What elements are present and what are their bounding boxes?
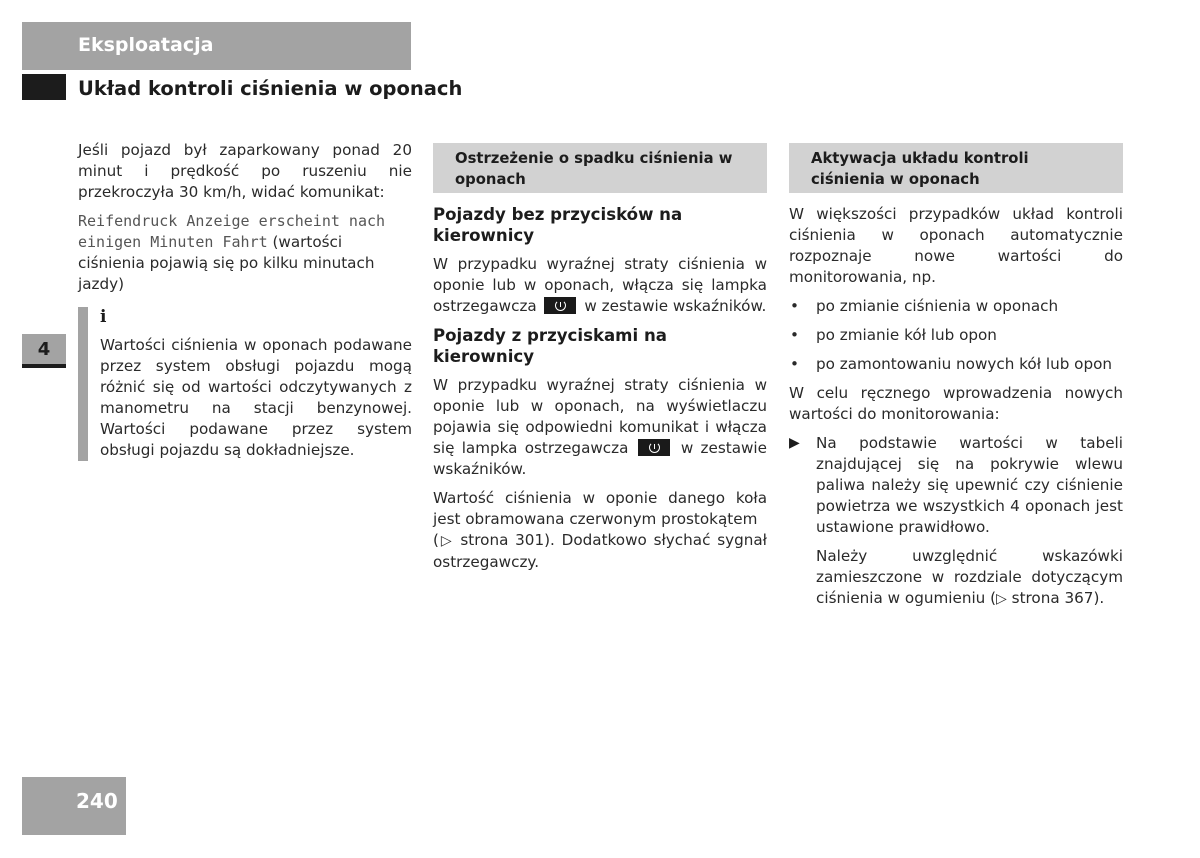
activation-heading: Aktywacja układu kontroli ciśnienia w oponach [789,143,1123,193]
instruction-step [789,433,1123,538]
no-buttons-paragraph [433,254,767,317]
section-title: Eksploatacja [78,34,214,56]
info-note [78,307,412,461]
page-reference-icon: ▷ [438,533,454,549]
title-marker [22,74,66,100]
warning-heading: Ostrzeżenie o spadku ciśnienia w oponach [433,143,767,193]
red-frame-text: Wartość ciśnienia w oponie danego koła jest obramowana czerwonym prostokątem [433,489,767,528]
note-bar [78,307,88,461]
with-buttons-text: W przypadku wyraźnej straty ciśnienia w oponie lub w oponach, na wyświetlaczu pojawia się odpowiedni komunikat i włącza się lampka ostrzegawcza [433,376,767,457]
activation-intro: W większości przypadków układ kontroli ciśnienia w oponach automatycznie rozpoznaje nowe wartości do monitorowania, np. [789,205,1123,286]
tire-pressure-warning-lamp-icon [638,439,670,456]
red-frame-text-end: strona 301). Dodatkowo słychać sygnał ostrzegawczy. [433,531,767,571]
info-icon: i [100,307,107,327]
column-3 [789,140,1123,610]
red-frame-paragraph: Wartość ciśnienia w oponie danego koła jest obramowana czerwonym prostokątem (▷ strona 301). Dodatkowo słychać sygnał ostrzegawczy. [433,489,767,571]
page-reference-icon: ▷ [996,591,1007,607]
step-text: Na podstawie wartości w tabeli znajdującej się na pokrywie wlewu paliwa należy się upewnić czy ciśnienie powietrza we wszystkich 4 oponach jest ustawione prawidłowo. [816,434,1123,536]
no-buttons-text-end: w zestawie wskaźników. [584,297,767,315]
page-title: Układ kontroli ciśnienia w oponach [78,77,463,100]
triangle-right-icon: ▶ [789,435,800,451]
step-note [789,546,1123,610]
tire-pressure-warning-lamp-icon [544,297,576,314]
no-buttons-text: W przypadku wyraźnej straty ciśnienia w oponie lub w oponach, włącza się lampka ostrzegawcza [433,255,767,315]
bullet-list [789,296,1123,375]
display-message-explanation: (wartości ciśnienia pojawią się po kilku minutach jazdy) [78,233,375,293]
manual-entry-paragraph: W celu ręcznego wprowadzenia nowych wartości do monitorowania: [789,384,1123,423]
note-text: Wartości ciśnienia w oponach podawane przez system obsługi pojazdu mogą różnić się od wartości odczytywanych z manometru na stacji benzynowej. Wartości podawane przez system obsługi pojazdu są dokładniejsze. [100,336,412,459]
section-tab [22,22,411,70]
subheading-no-buttons: Pojazdy bez przycisków na kierownicy [433,205,683,245]
list-item: • po zmianie kół lub opon [789,325,1123,346]
page-number: 240 [22,777,126,835]
display-message: Reifendruck Anzeige erscheint nach einigen Minuten Fahrt [78,212,386,251]
chapter-tab: 4 [22,334,66,368]
column-2 [433,140,767,581]
intro-paragraph: Jeśli pojazd był zaparkowany ponad 20 minut i prędkość po ruszeniu nie przekroczyła 30 km/h, widać komunikat: [78,141,412,201]
column-1 [78,140,412,461]
subheading-with-buttons: Pojazdy z przyciskami na kierownicy [433,326,667,366]
step-note-text-end: strona 367). [1011,589,1105,607]
with-buttons-text-end: w zestawie wskaźników. [433,439,767,478]
list-item: • po zamontowaniu nowych kół lub opon [789,354,1123,375]
with-buttons-paragraph [433,375,767,480]
display-message-paragraph [78,211,412,295]
list-item: • po zmianie ciśnienia w oponach [789,296,1123,317]
step-note-text: Należy uwzględnić wskazówki zamieszczone w rozdziale dotyczącym ciśnienia w ogumieniu ( [816,547,1123,607]
